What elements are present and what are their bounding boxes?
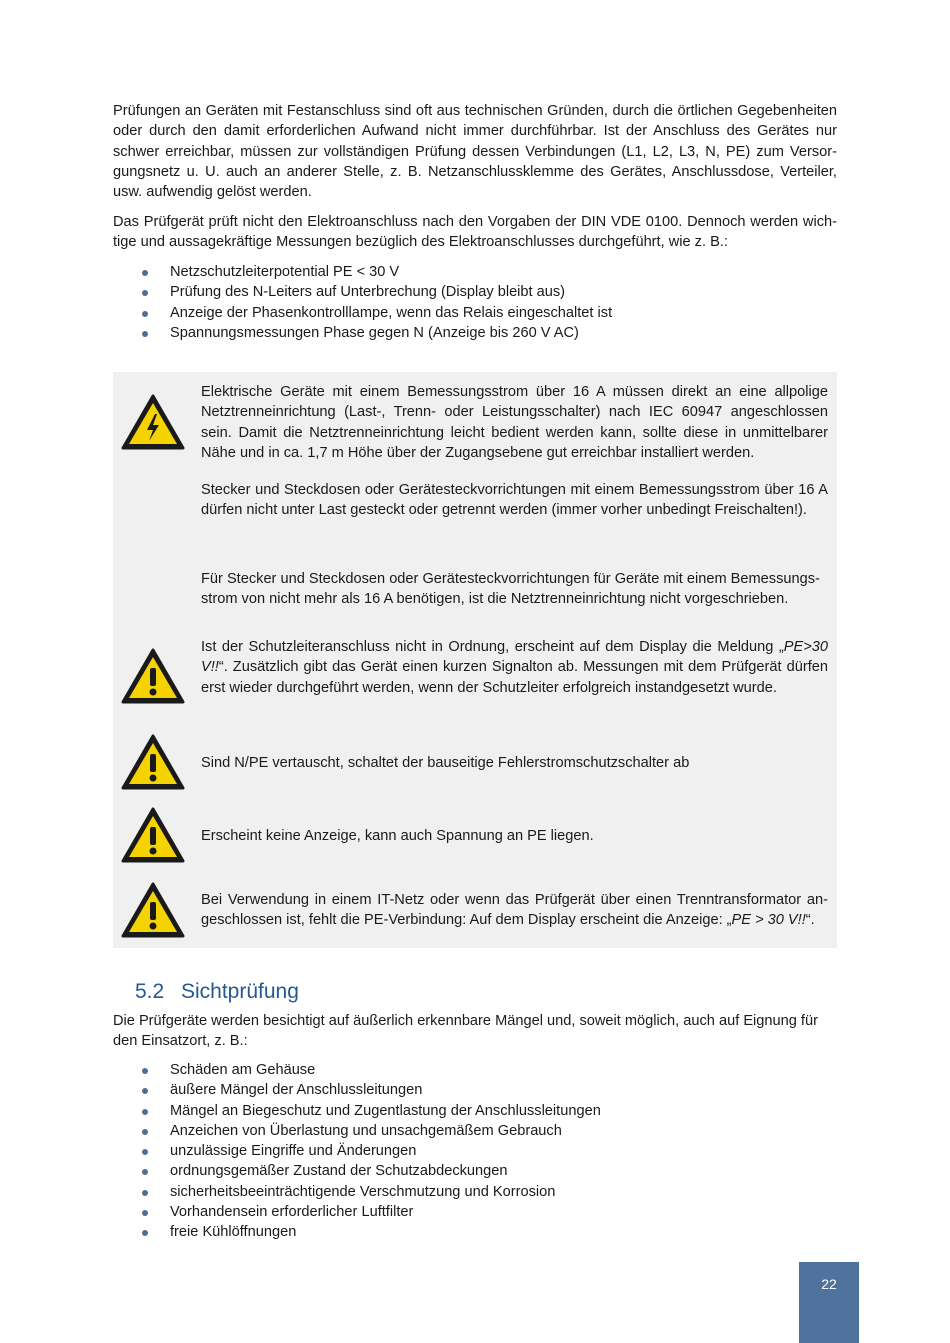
list-item: freie Kühlöffnungen: [113, 1222, 837, 1242]
warning-text-4: Erscheint keine Anzeige, kann auch Spannung an PE liegen.: [201, 828, 594, 844]
warning-icon: [121, 882, 185, 938]
list-item: Anzeichen von Überlastung und unsachgemäßem Gebrauch: [113, 1121, 837, 1141]
page-number: 22: [821, 1276, 837, 1292]
list-item: sicherheitsbeeinträchtigende Verschmutzung und Korrosion: [113, 1182, 837, 1202]
intro-paragraph-2: Das Prüfgerät prüft nicht den Elektroanschluss nach den Vorgaben der DIN VDE 0100. Dennoch werden wichtige und aussagekräftige Messungen bezüglich des Elektroanschlusses durchgeführt, wie z. B.:: [113, 214, 837, 251]
list-item: Schäden am Gehäuse: [113, 1060, 837, 1080]
warning-text-3: Sind N/PE vertauscht, schaltet der bauseitige Fehlerstromschutzschalter ab: [201, 755, 690, 771]
section-number: 5.2: [135, 980, 165, 1003]
section-heading: [135, 978, 299, 1006]
list-item: Anzeige der Phasenkontrolllampe, wenn das Relais eingeschaltet ist: [113, 303, 837, 323]
intro-paragraph-1: Prüfungen an Geräten mit Festanschluss sind oft aus technischen Gründen, durch die örtlichen Gegebenheiten oder durch den damit erforderlichen Aufwand nicht immer durchführbar. Ist der Anschluss des Gerätes nur schwer erreichbar, müssen zur vollständigen Prüfung dessen Verbindungen (L1, L2, L3, N, PE) zum Versorgungsnetz u. U. auch an anderer Stelle, z. B. Netzanschlussklemme des Gerätes, Anschlussdose, Verteiler, usw. aufwendig gelöst werden.: [113, 103, 837, 201]
section-paragraph: Die Prüfgeräte werden besichtigt auf äußerlich erkennbare Mängel und, soweit möglich, auch auf Eignung für den Einsatzort, z. B.:: [113, 1013, 818, 1050]
section-title: Sichtprüfung: [181, 980, 299, 1003]
warning-text-5: Bei Verwendung in einem IT-Netz oder wenn das Prüfgerät über einen Trenntransformator angeschlossen ist, fehlt die PE-Verbindung: Auf dem Display erscheint die Anzeige: „PE > 30 V!!“.: [201, 892, 828, 929]
warning-icon: [121, 734, 185, 790]
section-bullet-list: [113, 1060, 837, 1243]
page-number-tab: [799, 1262, 859, 1343]
electrical-hazard-icon: [121, 394, 185, 450]
list-item: äußere Mängel der Anschlussleitungen: [113, 1080, 837, 1100]
warning-text-1: Elektrische Geräte mit einem Bemessungsstrom über 16 A müssen direkt an eine allpolige Netztrenneinrichtung (Last-, Trenn- oder Leistungsschalter) nach IEC 60947 angeschlossen sein. Damit die Netztrenneinrichtung leicht bedient werden kann, sollte diese in unmittelbarer Nähe und in ca. 1,7 m Höhe über der Zugangsebene gut erreichbar installiert werden.: [201, 384, 828, 461]
intro-bullet-list: [113, 262, 837, 343]
list-item: Mängel an Biegeschutz und Zugentlastung der Anschlussleitungen: [113, 1101, 837, 1121]
warning-icon: [121, 648, 185, 704]
warning-box: [113, 372, 837, 948]
list-item: Spannungsmessungen Phase gegen N (Anzeige bis 260 V AC): [113, 323, 837, 343]
warning-icon: [121, 807, 185, 863]
list-item: Prüfung des N-Leiters auf Unterbrechung (Display bleibt aus): [113, 282, 837, 302]
warning-text-1b: Stecker und Steckdosen oder Gerätesteckvorrichtungen mit einem Bemessungsstrom über 16 A dürfen nicht unter Last gesteckt oder getrennt werden (immer vorher unbedingt Freischalten!).: [201, 482, 828, 519]
list-item: Vorhandensein erforderlicher Luftfilter: [113, 1202, 837, 1222]
list-item: ordnungsgemäßer Zustand der Schutzabdeckungen: [113, 1161, 837, 1181]
warning-text-2: Ist der Schutzleiteranschluss nicht in Ordnung, erscheint auf dem Display die Meldung „PE>30 V!!“. Zusätzlich gibt das Gerät einen kurzen Signalton ab. Messungen mit dem Prüfgerät dürfen erst wieder durchgeführt werden, wenn der Schutzleiter erfolgreich instandgesetzt wurde.: [201, 639, 828, 696]
warning-text-1c: Für Stecker und Steckdosen oder Gerätesteckvorrichtungen für Geräte mit einem Bemessungsstrom von nicht mehr als 16 A benötigen, ist die Netztrenneinrichtung nicht vorgeschrieben.: [201, 571, 820, 608]
list-item: Netzschutzleiterpotential PE < 30 V: [113, 262, 837, 282]
list-item: unzulässige Eingriffe und Änderungen: [113, 1141, 837, 1161]
